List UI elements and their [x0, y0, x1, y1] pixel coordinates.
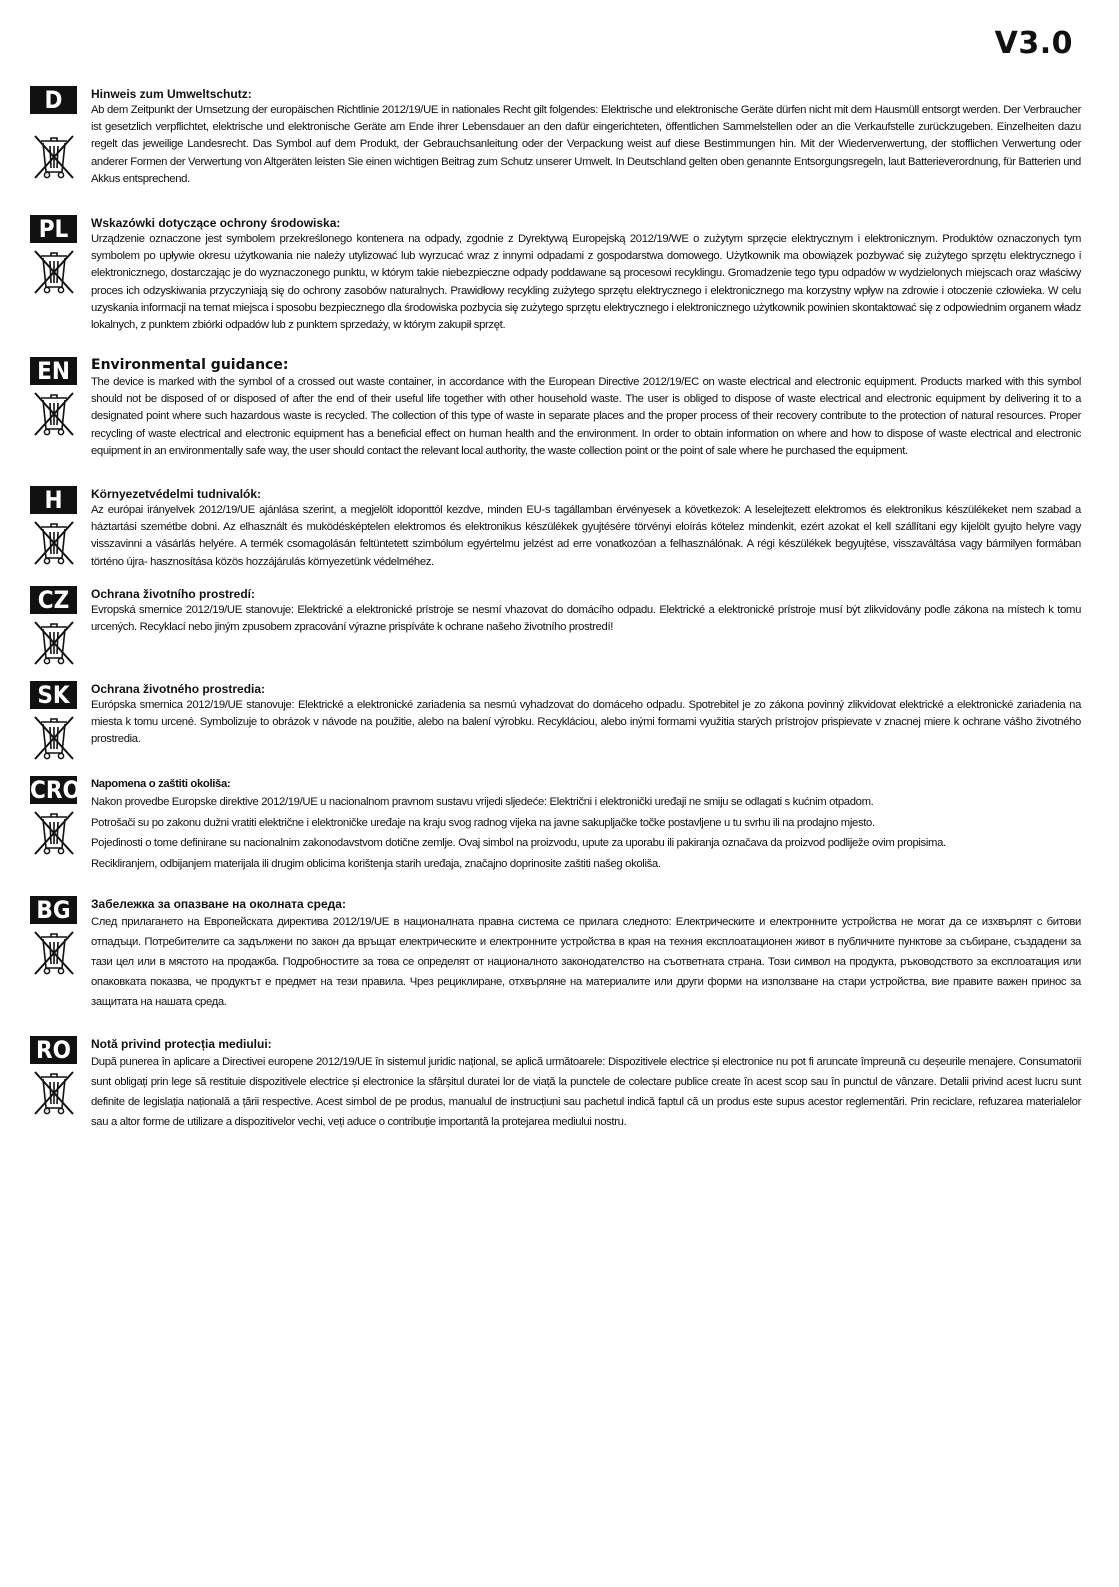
language-badge-ro: RO	[30, 1036, 77, 1064]
section-heading: Забележка за опазване на околната среда:	[91, 897, 346, 911]
language-badge-en: EN	[30, 357, 77, 385]
section-en	[30, 357, 1081, 475]
section-body: Az európai irányelvek 2012/19/UE ajánlása szerint, a megjelölt idoponttól kezdve, minden EU-s tagállamban érvényesek a következok: A leselejtezett elektromos és elektronikus készülékeket nem szabad a háztartási szemétbe dobni. Az elhasznált és muködésképtelen elektromos és elektronikus készülékek gyujtésére törvényi eloírás kötelez mindenkit, ezért azokat el kell szállítani egy kijelölt gyujto helyre vagy visszavinni a vásárlás helyére. A termék csomagolásán feltüntetett szimbólum egyértelmu jelzést ad erre vonatkozóan a felhasználónak. A régi készülékek begyujtése, visszaváltása vagy bármilyen formában történo újra- hasznosítása közös hozzájárulás környezetünk védelméhez.	[91, 504, 1081, 568]
section-cz	[30, 586, 1081, 671]
crossed-out-wheelie-bin-icon	[32, 249, 76, 297]
section-heading: Environmental guidance:	[91, 357, 289, 373]
crossed-out-wheelie-bin-icon	[32, 1070, 76, 1118]
language-badge-cz: CZ	[30, 586, 77, 614]
section-heading: Környezetvédelmi tudnivalók:	[91, 487, 262, 501]
section-body: След прилагането на Европейската директива 2012/19/UE в националната правна система се прилага следното: Електрическите и електронните устройства не могат да се изхвърлят с битови отпадъци. Потребителите са задължени по закон да връщат електрическите и електронните устройства в края на техния експлоатационен живот в публичните пунктове за събиране, създадени за тази цел или в мястото на продажба. Подробностите за това се определят от националното законодателство на съответната страна. Този символ на продукта, ръководството за експлоатация или опаковката показва, че продуктът е предмет на тези правила. Чрез рециклиране, отхвърляне на материалите или други форми на използване на стари устройства, вие правите важен принос за защитата на нашата среда.	[91, 916, 1081, 1008]
crossed-out-wheelie-bin-icon	[32, 930, 76, 978]
language-badge-de: D	[30, 86, 77, 114]
section-body: Ab dem Zeitpunkt der Umsetzung der europäischen Richtlinie 2012/19/UE in nationales Recht gilt folgendes: Elektrische und elektronische Geräte dürfen nicht mit dem Hausmüll entsorgt werden. Der Verbraucher ist gesetzlich verpflichtet, elektrische und elektronische Geräte am Ende ihrer Lebensdauer an den dafür eingerichteten, öffentlichen Sammelstellen oder an die Verkaufstelle zurückzugeben. Einzelheiten dazu regelt das jeweilige Landesrecht. Das Symbol auf dem Produkt, der Gebrauchsanleitung oder der Verpackung weist auf diese Bestimmungen hin. Mit der Wiederverwertung, der stofflichen Verwertung oder anderer Formen der Verwertung von Altgeräten leisten Sie einen wichtigen Beitrag zum Schutz unserer Umwelt. In Deutschland gelten oben genannte Entsorgungsregeln, laut Batterieverordnung, für Batterien und Akkus entsprechend.	[91, 104, 1081, 185]
section-body: Evropská smernice 2012/19/UE stanovuje: Elektrické a elektronické prístroje se nesmí vhazovat do domácího odpadu. Elektrické a elektronické prístroje musí být zlikvidovány podle zákona na místech k tomu urcených. Recyklací nebo jiným zpusobem zpracování výrazne prispíváte k ochrane našeho životního prostredí!	[91, 604, 1081, 634]
section-body: The device is marked with the symbol of a crossed out waste container, in accordance with the European Directive 2012/19/EC on waste electrical and electronic equipment. Products marked with this symbol should not be disposed of or disposed of after the end of their useful life together with other household waste. The user is obliged to dispose of waste electrical and electronic equipment by delivering it to a designated point where such hazardous waste is recycled. The collection of this type of waste in separate places and the proper process of their recovery contribute to the protection of natural resources. Proper recycling of waste electrical and electronic equipment has a beneficial effect on human health and the environment. In order to obtain information on where and how to dispose of waste electrical and electronic equipment in an environmentally safe way, the user should contact the relevant local authority, the waste collection point or the point of sale where he purchased the equipment.	[91, 376, 1081, 457]
section-heading: Hinweis zum Umweltschutz:	[91, 87, 252, 101]
crossed-out-wheelie-bin-icon	[32, 810, 76, 858]
section-heading: Ochrana životního prostredí:	[91, 587, 256, 601]
section-body: Európska smernica 2012/19/UE stanovuje: Elektrické a elektronické zariadenia sa nesmú vyhadzovat do domáceho odpadu. Spotrebitel je zo zákona povinný zlikvidovat elektrické a elektronické zariadenia na miesta k tomu urcené. Symbolizuje to obrázok v návode na použitie, alebo na balení výrobku. Recykláciou, alebo inými formami využitia starých prístrojov prispievate v znacnej miere k ochrane vášho životného prostredia.	[91, 699, 1081, 746]
section-heading: Napomena o zaštiti okoliša:	[91, 778, 231, 790]
section-body: Urządzenie oznaczone jest symbolem przekreślonego kontenera na odpady, zgodnie z Dyrektywą Europejską 2012/19/WE o zużytym sprzęcie elektrycznym i elektronicznym. Produktów oznaczonych tym symbolem po upływie okresu użytkowania nie należy utylizować lub wyrzucać wraz z innymi odpadami z gospodarstwa domowego. Użytkownik ma obowiązek pozbywać się zużytego sprzętu elektrycznego i elektronicznego, dostarczając je do wyznaczonego punktu, w którym takie niebezpieczne odpady poddawane są procesowi recyklingu. Gromadzenie tego typu odpadów w wydzielonych miejscach oraz właściwy proces ich odzyskiwania przyczyniają się do ochrony zasobów naturalnych. Prawidłowy recykling zużytego sprzętu elektrycznego i elektronicznego ma korzystny wpływ na zdrowie i otoczenie człowieka. W celu uzyskania informacji na temat miejsca i sposobu bezpiecznego dla środowiska pozbycia się zużytego sprzętu elektrycznego i elektronicznego użytkownik powinien skontaktować się z odpowiednim organem władz lokalnych, z punktem zbiórki odpadów lub z punktem sprzedaży, w którym zakupił sprzęt.	[91, 233, 1081, 332]
language-badge-bg: BG	[30, 896, 77, 924]
section-pl	[30, 215, 1081, 345]
section-body: După punerea în aplicare a Directivei europene 2012/19/UE în sistemul juridic național, se aplică următoarele: Dispozitivele electrice și electronice nu pot fi aruncate împreună cu deșeurile menajere. Consumatorii sunt obligați prin lege să restituie dispozitivele electrice și electronice la sfârșitul duratei lor de viață la punctele de colectare publice create în acest scop sau în punctul de vânzare. Detalii privind acest lucru sunt definite de legislația națională a țării respective. Acest simbol de pe produs, manualul de instrucțiuni sau pachetul indică faptul că un produs este supus acestor reglementări. Prin reciclare, refuzarea materialelor sau a altor forme de utilizare a dispozitivelor vechi, veți aduce o contribuție importantă la protejarea mediului nostru.	[91, 1056, 1081, 1128]
section-sk	[30, 681, 1081, 766]
section-heading: Wskazówki dotyczące ochrony środowiska:	[91, 216, 341, 230]
section-line: Recikliranjem, odbijanjem materijala ili drugim oblicima korištenja starih uređaja, značajno doprinosite zaštiti našeg okoliša.	[91, 857, 661, 870]
section-line: Pojedinosti o tome definirane su nacionalnim zakonodavstvom dotične zemlje. Ovaj simbol na proizvodu, upute za uporabu ili pakiranja označava da proizvod podliježe ovim propisima.	[91, 837, 946, 849]
crossed-out-wheelie-bin-icon	[32, 715, 76, 763]
section-de	[30, 86, 1081, 196]
section-hu	[30, 486, 1081, 576]
section-line: Potrošači su po zakonu dužni vratiti električne i elektroničke uređaje na kraju svog radnog vijeka na javne sakupljačke točke postavljene u tu svrhu ili na prodajno mjesto.	[91, 816, 875, 829]
section-line: Nakon provedbe Europske direktive 2012/19/UE u nacionalnom pravnom sustavu vrijedi sljedeće: Električni i elektronički uređaji ne smiju se odlagati s kućnim otpadom.	[91, 796, 874, 808]
crossed-out-wheelie-bin-icon	[32, 391, 76, 439]
language-badge-sk: SK	[30, 681, 77, 709]
crossed-out-wheelie-bin-icon	[32, 520, 76, 568]
section-bg	[30, 896, 1081, 1018]
language-badge-cro: CRO	[30, 776, 81, 804]
crossed-out-wheelie-bin-icon	[32, 620, 76, 668]
section-heading: Notă privind protecția mediului:	[91, 1037, 272, 1051]
crossed-out-wheelie-bin-icon	[32, 134, 76, 182]
language-badge-pl: PL	[30, 215, 77, 243]
section-ro	[30, 1036, 1081, 1136]
section-heading: Ochrana životného prostredia:	[91, 682, 266, 696]
section-cro	[30, 776, 1081, 876]
language-badge-hu: H	[30, 486, 77, 514]
document-version: V3.0	[994, 26, 1073, 61]
